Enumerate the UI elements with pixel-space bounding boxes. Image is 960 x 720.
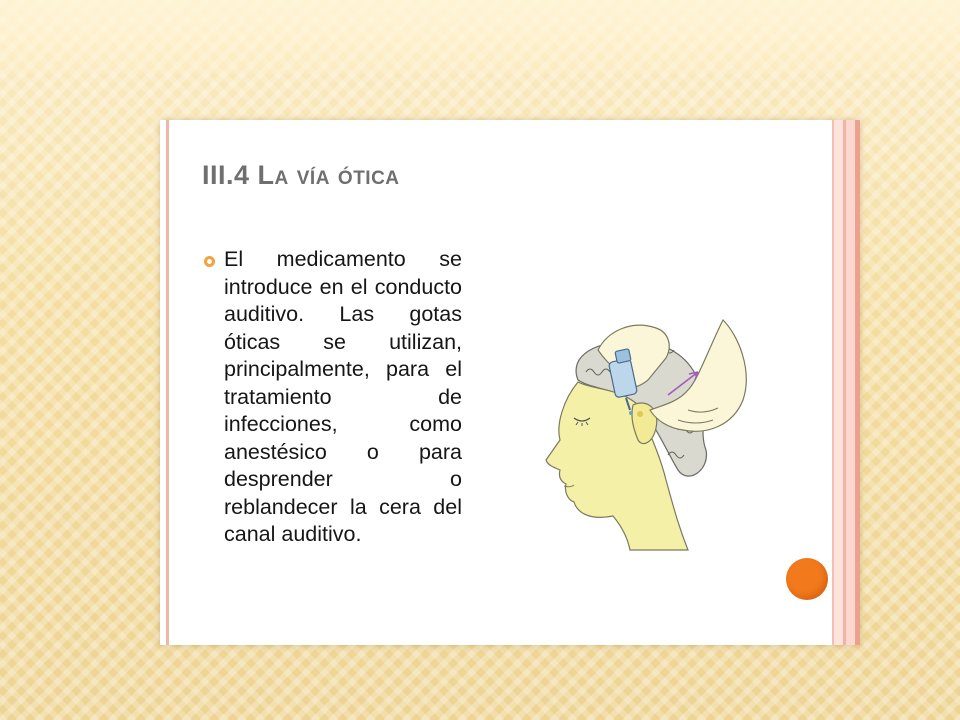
background-top-band bbox=[0, 0, 960, 75]
bullet-text: El medicamento se introduce en el conducto auditivo. Las gotas óticas se utilizan, principalmente, para el tratamiento de infecciones, como anestésico o para desprender o reblandecer la cera del canal auditivo. bbox=[224, 247, 462, 546]
slide-panel bbox=[160, 120, 860, 645]
slide-left-rule bbox=[166, 120, 169, 645]
slide-right-stripes bbox=[830, 120, 860, 645]
slide-title: III.4 La vía ótica bbox=[202, 160, 400, 190]
orange-circle-icon bbox=[786, 558, 828, 600]
ring-bullet-icon bbox=[204, 256, 215, 267]
ear-drops-illustration bbox=[538, 310, 778, 555]
